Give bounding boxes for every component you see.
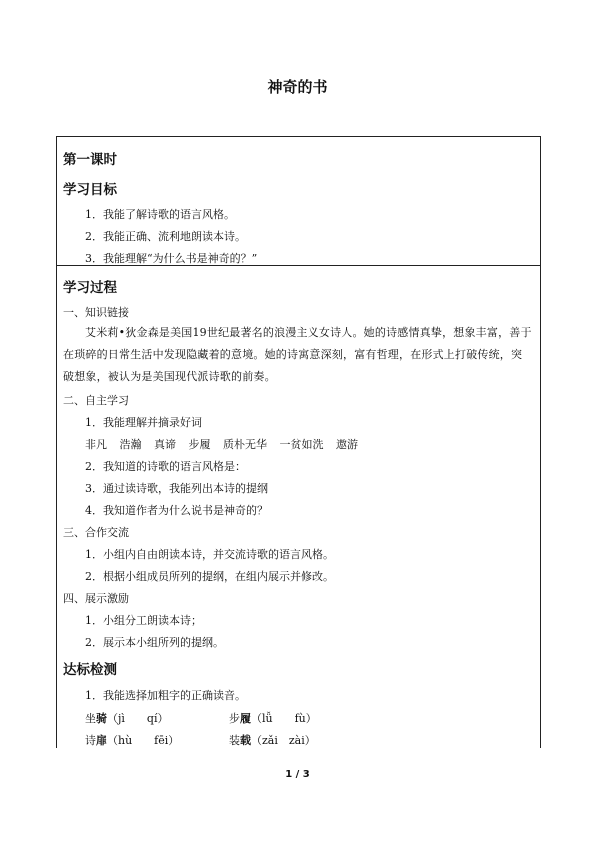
pinyin-bold-char: 扉 [96, 734, 107, 747]
cooperation-item: 1．小组内自由朗读本诗，并交流诗歌的语言风格。 [85, 548, 334, 561]
vocab-word: 非凡 [85, 438, 107, 451]
pinyin-bold-char: 骑 [96, 712, 107, 725]
check-heading: 达标检测 [63, 662, 117, 678]
learning-process-box [56, 265, 541, 748]
pinyin-item [229, 734, 316, 748]
cooperation-item: 2．根据小组成员所列的提纲，在组内展示并修改。 [85, 570, 334, 583]
study-item: 4．我知道作者为什么说书是神奇的？ [85, 504, 268, 517]
study-item: 2．我知道的诗歌的语言风格是： [85, 460, 246, 473]
pinyin-word-prefix: 坐 [85, 712, 96, 725]
showcase-item: 1．小组分工朗读本诗； [85, 614, 202, 627]
check-question: 1．我能选择加粗字的正确读音。 [85, 689, 246, 702]
knowledge-paragraph: 艾米莉•狄金森是美国19世纪最著名的浪漫主义女诗人。她的诗感情真挚，想象丰富，善于在琐碎的日常生活中发现隐藏着的意境。她的诗寓意深刻，富有哲理，在形式上打破传统，突破想象，被认为是美国现代派诗歌的前奏。 [63, 326, 532, 383]
lesson-goals-box [56, 136, 541, 266]
section-title: 一、知识链接 [63, 306, 129, 319]
page-number: 1 / 3 [285, 769, 310, 780]
vocab-word: 浩瀚 [119, 438, 142, 451]
showcase-item: 2．展示本小组所列的提纲。 [85, 636, 224, 649]
vocab-word: 一贫如洗 [279, 438, 324, 451]
pinyin-options: （jì qí） [107, 712, 169, 725]
lesson-heading: 第一课时 [63, 152, 117, 168]
pinyin-item [85, 712, 169, 726]
study-item: 1．我能理解并摘录好词 [85, 416, 202, 429]
pinyin-bold-char: 载 [240, 734, 251, 747]
pinyin-item [229, 712, 317, 726]
page-title: 神奇的书 [267, 78, 328, 96]
section-title: 二、自主学习 [63, 394, 129, 407]
process-heading: 学习过程 [63, 280, 117, 296]
section-title: 四、展示激励 [63, 592, 129, 605]
goals-heading: 学习目标 [63, 182, 117, 198]
vocab-word: 步履 [188, 438, 211, 451]
goal-item: 2．我能正确、流利地朗读本诗。 [85, 230, 246, 243]
pinyin-bold-char: 履 [240, 712, 251, 725]
study-item: 3．通过读诗歌，我能列出本诗的提纲 [85, 482, 268, 495]
pinyin-word-prefix: 诗 [85, 734, 96, 747]
pinyin-options: （hù fēi） [107, 734, 180, 747]
vocab-word: 真谛 [154, 438, 176, 451]
pinyin-word-prefix: 步 [229, 712, 240, 725]
goal-item: 1．我能了解诗歌的语言风格。 [85, 208, 235, 221]
vocab-list [85, 438, 367, 452]
pinyin-word-prefix: 装 [229, 734, 240, 747]
goal-item: 3．我能理解“为什么书是神奇的？” [85, 252, 258, 265]
vocab-word: 遨游 [336, 438, 358, 451]
pinyin-item [85, 734, 179, 748]
pinyin-options: （zǎi zài） [251, 734, 316, 747]
pinyin-options: （lǚ fù） [251, 712, 317, 725]
section-title: 三、合作交流 [63, 526, 129, 539]
vocab-word: 质朴无华 [223, 438, 267, 451]
